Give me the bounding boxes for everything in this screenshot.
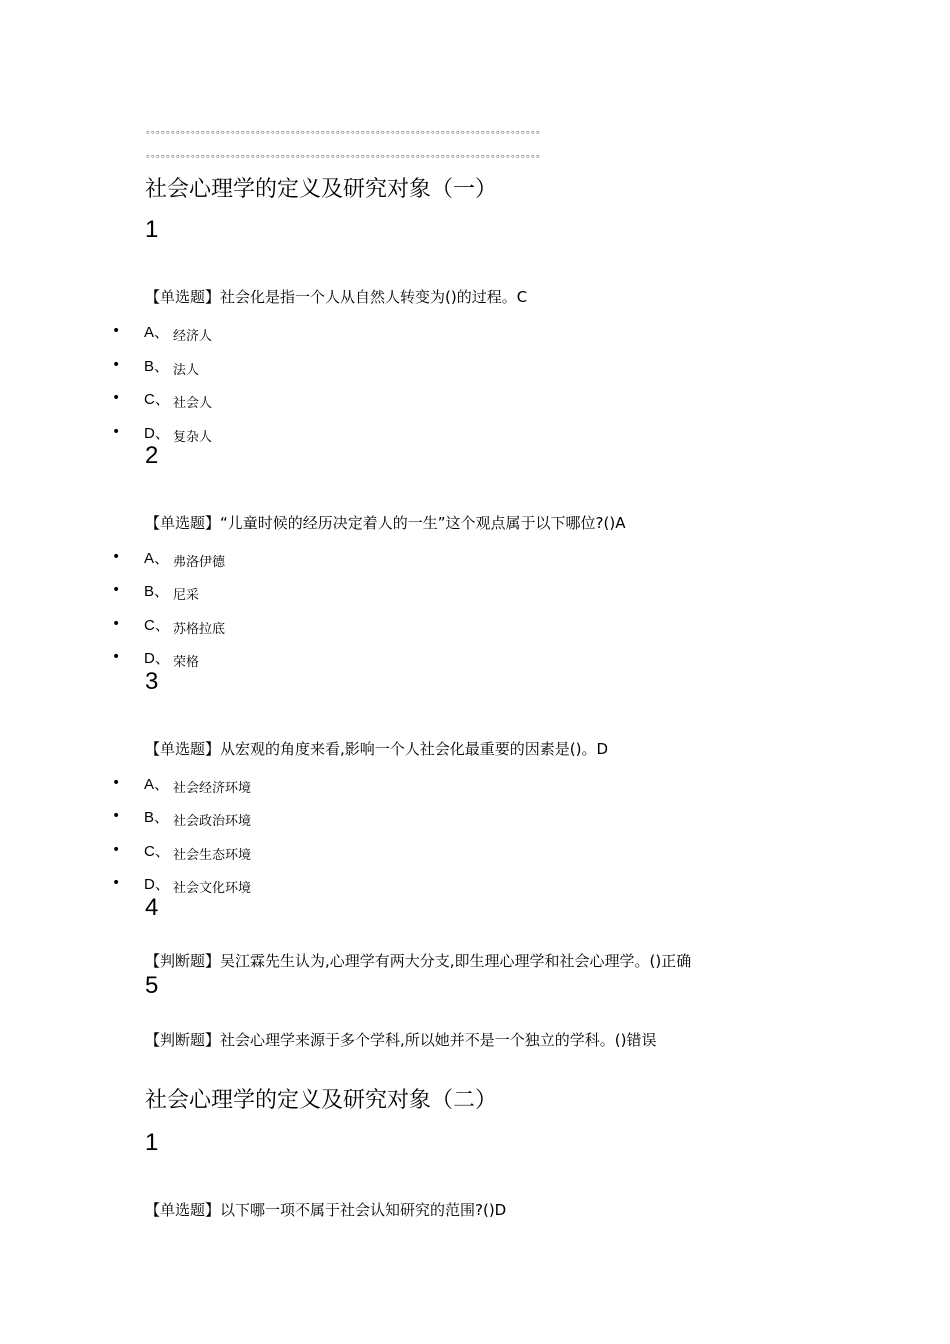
question-number: 1: [145, 1129, 159, 1156]
bullet-icon: •: [112, 842, 121, 858]
option-letter: A、: [144, 550, 170, 567]
question-number: 5: [145, 972, 159, 999]
option-text: 社会经济环境: [173, 781, 252, 796]
question-number: 1: [145, 216, 159, 243]
question-text: 【单选题】从宏观的角度来看,影响一个人社会化最重要的因素是()。D: [145, 740, 609, 758]
option-letter: B、: [144, 809, 170, 826]
bullet-icon: •: [112, 357, 121, 373]
bullet-icon: •: [112, 323, 121, 339]
dot-separator-row-1: 。。。。。。。。。。。。。。。。。。。。。。。。。。。。。。。。。。。。。。。。。。。。。。。。。。。。。。。。。。。。。。。。。。。。。。。。。。。。。。。: [146, 126, 546, 136]
bullet-icon: •: [112, 808, 121, 824]
option-text: 社会文化环境: [173, 881, 252, 896]
question-number: 2: [145, 442, 159, 469]
option-text: 尼采: [173, 588, 200, 603]
bullet-icon: •: [112, 649, 121, 665]
option-letter: C、: [144, 391, 170, 408]
option-letter: D、: [144, 425, 170, 442]
option-letter: C、: [144, 617, 170, 634]
bullet-icon: •: [112, 775, 121, 791]
option-letter: D、: [144, 650, 170, 667]
option-text: 法人: [173, 363, 200, 378]
bullet-icon: •: [112, 390, 121, 406]
bullet-icon: •: [112, 549, 121, 565]
option-text: 社会生态环境: [173, 848, 252, 863]
option-text: 复杂人: [173, 430, 213, 445]
question-text: 【单选题】“儿童时候的经历决定着人的一生”这个观点属于以下哪位?()A: [145, 514, 626, 532]
option-letter: B、: [144, 583, 170, 600]
question-number: 3: [145, 668, 159, 695]
section-title-1: 社会心理学的定义及研究对象（一）: [145, 177, 498, 202]
question-text: 【单选题】以下哪一项不属于社会认知研究的范围?()D: [145, 1201, 507, 1219]
option-letter: C、: [144, 843, 170, 860]
bullet-icon: •: [112, 424, 121, 440]
bullet-icon: •: [112, 616, 121, 632]
bullet-icon: •: [112, 875, 121, 891]
bullet-icon: •: [112, 582, 121, 598]
option-letter: A、: [144, 324, 170, 341]
option-text: 社会政治环境: [173, 814, 252, 829]
option-text: 荣格: [173, 655, 200, 670]
option-letter: A、: [144, 776, 170, 793]
option-text: 苏格拉底: [173, 622, 226, 637]
question-number: 4: [145, 894, 159, 921]
option-letter: D、: [144, 876, 170, 893]
option-text: 社会人: [173, 396, 213, 411]
question-text: 【判断题】社会心理学来源于多个学科,所以她并不是一个独立的学科。()错误: [145, 1031, 657, 1049]
dot-separator-row-2: 。。。。。。。。。。。。。。。。。。。。。。。。。。。。。。。。。。。。。。。。。。。。。。。。。。。。。。。。。。。。。。。。。。。。。。。。。。。。。。。: [146, 150, 546, 160]
question-text: 【单选题】社会化是指一个人从自然人转变为()的过程。C: [145, 288, 528, 306]
option-text: 经济人: [173, 329, 213, 344]
option-letter: B、: [144, 358, 170, 375]
option-text: 弗洛伊德: [173, 555, 226, 570]
section-title-2: 社会心理学的定义及研究对象（二）: [145, 1088, 498, 1113]
question-text: 【判断题】吴江霖先生认为,心理学有两大分支,即生理心理学和社会心理学。()正确: [145, 952, 692, 970]
